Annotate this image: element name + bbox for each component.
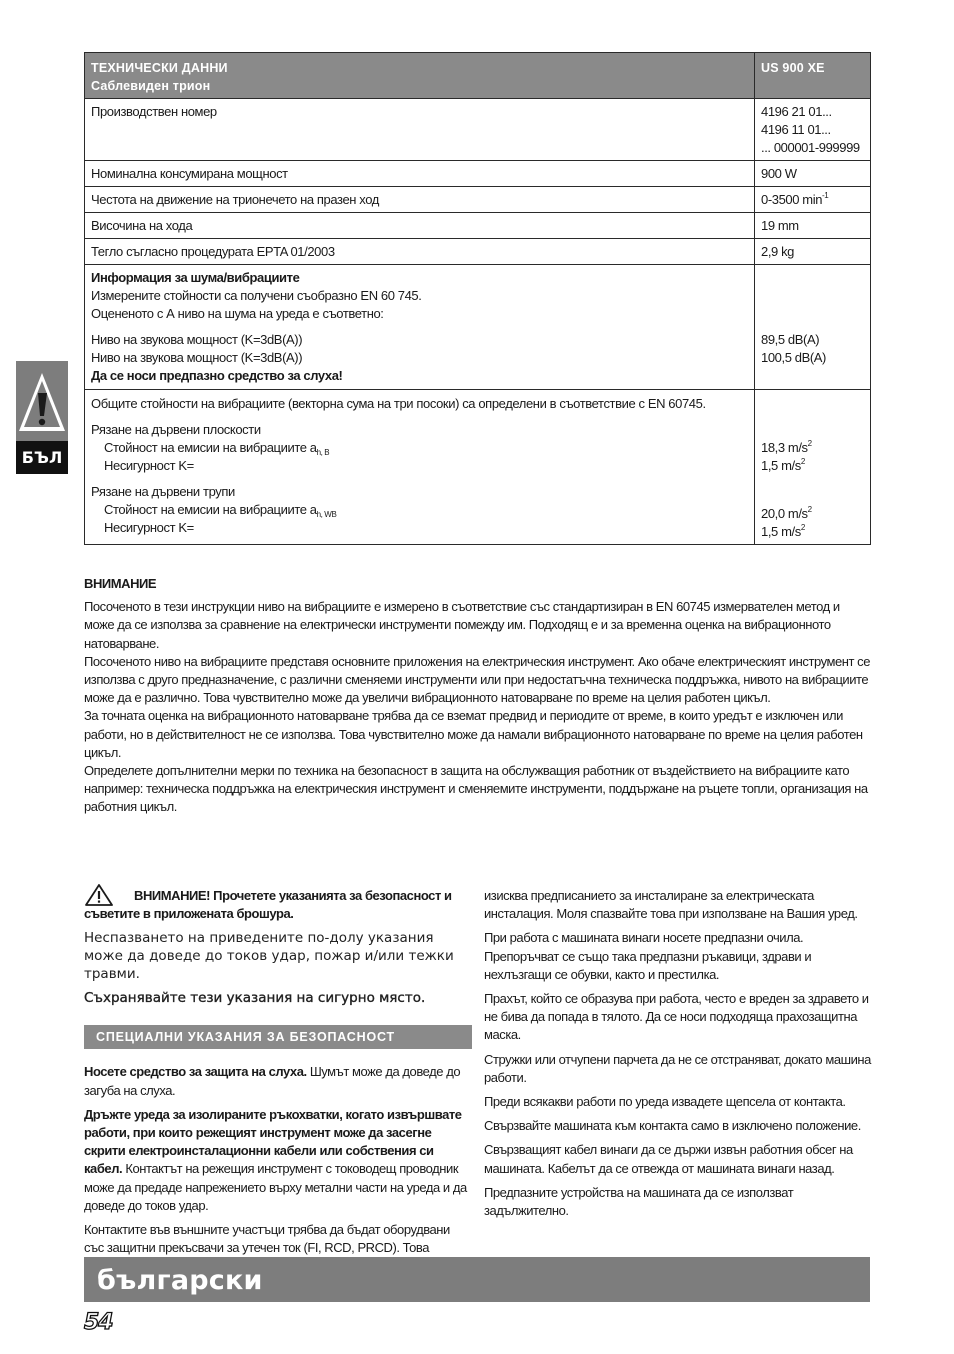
- note-paragraph: За точната оценка на вибрационното натоварване трябва да се вземат предвид и периодите от време, в които уредът е изключен или работи, но в действителност не се използва. Това чувствително може да намали вибрационното натоварване по време на целия работен цикъл.: [84, 708, 863, 760]
- note-paragraph: Посоченото в тези инструкции ниво на вибрациите е измерено в съответствие със стандартизиран в EN 60745 измервателен метод и може да се използва за сравнение на електрически инструменти помежду им. Подходящ е и за временна оценка на вибрационното натоварване.: [84, 599, 840, 651]
- board-emission-label: Стойност на емисии на вибрациите $a_{h, B}$: [104, 440, 330, 457]
- vibration-row: [85, 390, 871, 545]
- vibration-info-cell: [85, 390, 755, 545]
- sound-pressure-value: 89,5 dB(A): [761, 332, 820, 347]
- table-row: [85, 99, 871, 161]
- safety-paragraph: Свързвайте машината към контакта само в изключено положение.: [484, 1118, 861, 1134]
- page-number: 54: [84, 1310, 113, 1335]
- row-value: 900 W: [755, 161, 871, 187]
- row-value: 19 mm: [755, 213, 871, 239]
- language-side-tab: [16, 361, 68, 474]
- warning-text: Неспазването на приведените по-долу указания може да доведе до токов удар, пожар и/или тежки травми.: [84, 930, 454, 983]
- warning-title: ВНИМАНИЕ! Прочетете указанията за безопасност и съветите в приложената брошура.: [84, 888, 452, 922]
- safety-warning-heading: [84, 887, 472, 923]
- safety-paragraph: Предпазните устройства на машината да се използват задължително.: [484, 1184, 794, 1219]
- special-safety-section-title: СПЕЦИАЛНИ УКАЗАНИЯ ЗА БЕЗОПАСНОСТ: [84, 1025, 472, 1049]
- safety-paragraph: Прахът, който се образува при работа, често е вреден за здравето и не бива да попада в тялото. Да се носи подходяща прахозащитна маска.: [484, 991, 869, 1043]
- table-row: [85, 161, 871, 187]
- noise-row: [85, 265, 871, 390]
- table-header-title-cell: [85, 53, 755, 99]
- speed-value: 0-3500 min: [761, 192, 823, 207]
- warning-triangle-icon: [16, 361, 68, 441]
- safety-paragraph: Преди всякакви работи по уреда извадете щепсела от контакта.: [484, 1094, 846, 1110]
- log-emission-value: 20,0 $m/s^2$: [761, 505, 812, 521]
- keep-instructions-text: Съхранявайте тези указания на сигурно място.: [84, 990, 426, 1007]
- table-subtitle: Саблевиден трион: [91, 79, 211, 93]
- table-row: [85, 187, 871, 213]
- safety-paragraph: При работа с машината винаги носете предпазни очила. Препоръчват се също така предпазни ръкавици, здрави и нехлъзгащи се обувки, както и престилка.: [484, 930, 812, 982]
- log-uncertainty-label: Несигурност K=: [104, 520, 194, 535]
- sound-power-value: 100,5 dB(A): [761, 350, 826, 365]
- noise-line-2: Оцененото с А ниво на шума на уреда е съответно:: [91, 306, 384, 321]
- row-value: [755, 187, 871, 213]
- sound-power-label: Ниво на звукова мощност (K=3dB(A)): [91, 350, 303, 365]
- row-label: Тегло съгласно процедурата EPTA 01/2003: [85, 239, 755, 265]
- table-title: ТЕХНИЧЕСКИ ДАННИ: [91, 61, 228, 75]
- ear-protection-warning: Да се носи предпазно средство за слуха!: [91, 368, 343, 383]
- board-emission-value: 18,3 $m/s^2$: [761, 439, 812, 455]
- row-label: Височина на хода: [85, 213, 755, 239]
- sound-pressure-label: Ниво на звукова мощност (K=3dB(A)): [91, 332, 303, 347]
- safety-left-column: [84, 887, 472, 1263]
- footer-language: български: [97, 1265, 263, 1296]
- technical-data-table: [84, 52, 871, 545]
- vibration-intro: Общите стойности на вибрациите (векторна сума на три посоки) са определени в съответствие с EN 60745.: [91, 396, 706, 411]
- table-header-row: [85, 53, 871, 99]
- safety-paragraph: Контактите във външните участъци трябва да бъдат оборудвани със защитни прекъсвачи за утечен ток (FI, RCD, PRCD). Това: [84, 1222, 450, 1256]
- board-cutting-title: Рязане на дървени плоскости: [91, 422, 261, 437]
- note-paragraph: Посоченото ниво на вибрациите представя основните приложения на електрическия инструмент. Ако обаче електрическият инструмент се използва с друго предназначение, с различни сменяеми инструменти или при недостатъчна техническа поддръжка, нивото на вибрациите може да е различно. Това чувствително може да увеличи вибрационното натоварване по време на целия работен цикъл.: [84, 653, 870, 706]
- table-row: [85, 239, 871, 265]
- row-label: Номинална консумирана мощност: [85, 161, 755, 187]
- vibration-attention-note: [84, 575, 870, 817]
- log-cutting-title: Рязане на дървени трупи: [91, 484, 235, 499]
- vibration-values-cell: [755, 390, 871, 545]
- safety-paragraph: Свързващият кабел винаги да се държи извън работния обсег на машината. Кабелът да се отвежда от машината винаги назад.: [484, 1142, 853, 1176]
- row-label: Производствен номер: [85, 99, 755, 161]
- safety-paragraph: изисква предписанието за инсталиране за електрическата инсталация. Моля спазвайте това при използване на Вашия уред.: [484, 888, 858, 922]
- board-uncertainty-value: 1,5 $m/s^2$: [761, 457, 805, 473]
- safety-paragraph: Носете средство за защита на слуха. Шумът може да доведе до загуба на слуха.: [84, 1064, 461, 1098]
- speed-exponent: -1: [822, 191, 829, 200]
- noise-values-cell: [755, 265, 871, 390]
- safety-right-column: [484, 887, 872, 1226]
- safety-paragraph: Дръжте уреда за изолираните ръкохватки, когато извършвате работи, при които режещият инструмент може да засегне скрити електроинсталационни кабели или собствения си кабел. Контактът на режещия инструмент с тоководещ проводник може да предаде напрежението върху метални части на уреда и да доведе до токов удар.: [84, 1106, 467, 1213]
- language-footer-band: [84, 1257, 870, 1302]
- serial-range: ... 000001-999999: [761, 140, 860, 155]
- note-paragraph: Определете допълнителни мерки по техника на безопасност в защита на обслужващия работник от въздействието на вибрациите като например: техническа поддръжка на електрическия инструмент и сменяемите инструменти, поддържане на ръцете топли, организация на работния цикъл.: [84, 763, 868, 815]
- noise-line-1: Измерените стойности са получени съобразно EN 60 745.: [91, 288, 422, 303]
- table-header-model: US 900 XE: [755, 53, 871, 99]
- board-uncertainty-label: Несигурност K=: [104, 458, 194, 473]
- row-value: [755, 99, 871, 161]
- article-number-1: 4196 21 01...: [761, 104, 832, 119]
- row-label: Честота на движение на трионечето на празен ход: [85, 187, 755, 213]
- noise-info-cell: [85, 265, 755, 390]
- article-number-2: 4196 11 01...: [761, 122, 831, 137]
- safety-paragraph: Стружки или отчупени парчета да не се отстраняват, докато машина работи.: [484, 1051, 871, 1085]
- attention-heading: ВНИМАНИЕ: [84, 576, 157, 591]
- language-code: БЪЛ: [16, 441, 68, 474]
- table-row: [85, 213, 871, 239]
- log-emission-label: Стойност на емисии на вибрациите $a_{h, WB}$: [104, 502, 337, 519]
- noise-title: Информация за шума/вибрациите: [91, 270, 300, 285]
- row-value: 2,9 kg: [755, 239, 871, 265]
- log-uncertainty-value: 1,5 $m/s^2$: [761, 523, 805, 539]
